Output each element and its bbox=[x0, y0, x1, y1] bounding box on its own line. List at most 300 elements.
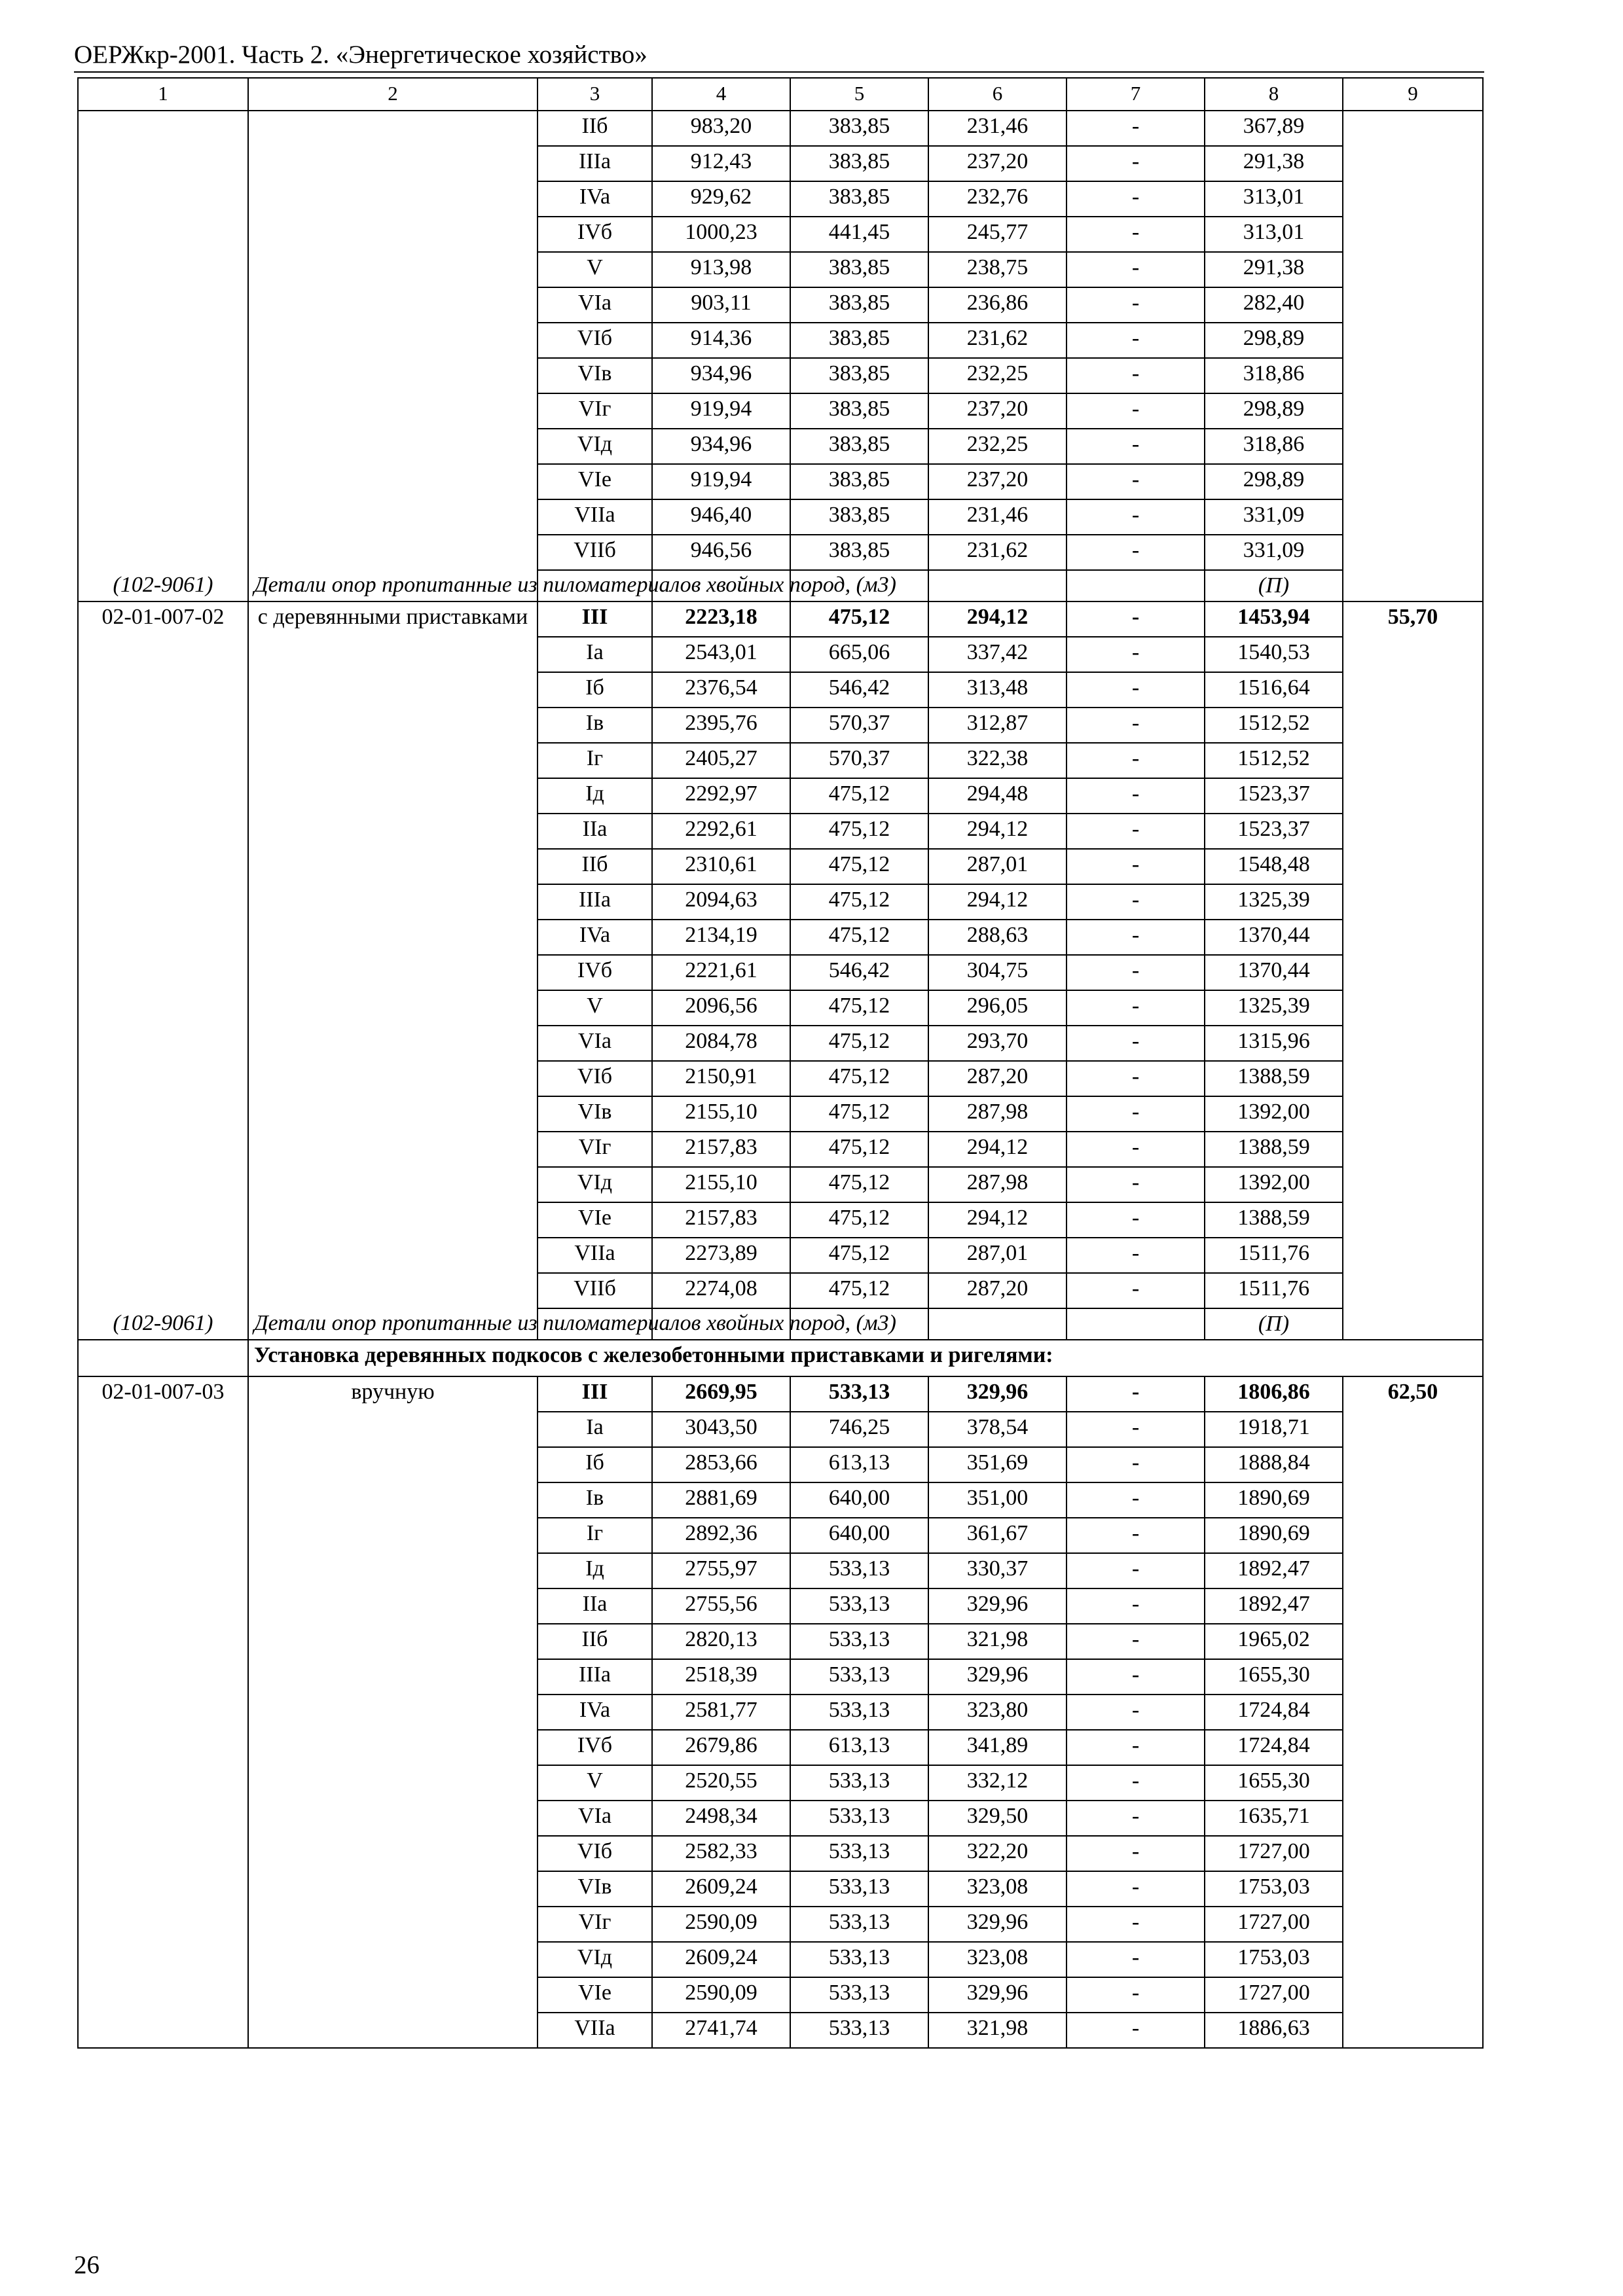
empty-cell bbox=[248, 1977, 538, 2013]
value-cell: 441,45 bbox=[790, 217, 928, 252]
empty-cell bbox=[248, 499, 538, 535]
value-cell: - bbox=[1067, 1801, 1205, 1836]
table-row bbox=[78, 637, 1483, 672]
value-cell: 313,01 bbox=[1205, 217, 1343, 252]
value-cell: 332,12 bbox=[928, 1765, 1067, 1801]
empty-cell bbox=[1343, 1447, 1483, 1482]
value-cell: - bbox=[1067, 814, 1205, 849]
value-cell: 912,43 bbox=[652, 146, 790, 181]
table-row bbox=[78, 672, 1483, 708]
table-row bbox=[78, 323, 1483, 358]
value-cell: - bbox=[1067, 1273, 1205, 1308]
zone-cell: VIe bbox=[538, 1202, 652, 1238]
table-row bbox=[78, 778, 1483, 814]
empty-cell bbox=[1343, 1765, 1483, 1801]
value-cell: 1512,52 bbox=[1205, 743, 1343, 778]
table-row bbox=[78, 287, 1483, 323]
table-row bbox=[78, 1376, 1483, 1412]
empty-cell bbox=[78, 146, 248, 181]
empty-cell bbox=[1343, 1836, 1483, 1871]
value-cell: 321,98 bbox=[928, 2013, 1067, 2048]
value-cell: - bbox=[1067, 111, 1205, 146]
value-cell: 1511,76 bbox=[1205, 1273, 1343, 1308]
empty-cell bbox=[1343, 323, 1483, 358]
empty-cell bbox=[248, 1412, 538, 1447]
empty-cell bbox=[1343, 499, 1483, 535]
value-cell: 2520,55 bbox=[652, 1765, 790, 1801]
empty-cell bbox=[1343, 429, 1483, 464]
value-cell: - bbox=[1067, 1695, 1205, 1730]
empty-cell bbox=[1343, 1942, 1483, 1977]
value-cell: - bbox=[1067, 1624, 1205, 1659]
value-cell: - bbox=[1067, 2013, 1205, 2048]
value-cell: 238,75 bbox=[928, 252, 1067, 287]
value-cell: 294,12 bbox=[928, 884, 1067, 920]
empty-cell bbox=[1343, 1624, 1483, 1659]
zone-cell: IVб bbox=[538, 955, 652, 990]
value-cell: 294,12 bbox=[928, 601, 1067, 637]
header-rule bbox=[74, 71, 1484, 73]
table-row bbox=[78, 814, 1483, 849]
empty-cell bbox=[1343, 955, 1483, 990]
value-cell: - bbox=[1067, 955, 1205, 990]
value-cell: 2155,10 bbox=[652, 1167, 790, 1202]
value-cell: 329,50 bbox=[928, 1801, 1067, 1836]
norm-code bbox=[78, 111, 248, 146]
value-cell: 2221,61 bbox=[652, 955, 790, 990]
norms-table-body bbox=[78, 78, 1483, 2048]
zone-cell: IIб bbox=[538, 1624, 652, 1659]
value-cell: 298,89 bbox=[1205, 464, 1343, 499]
empty-cell bbox=[1343, 252, 1483, 287]
zone-cell: IIIa bbox=[538, 146, 652, 181]
empty-cell bbox=[1067, 1308, 1205, 1340]
empty-cell bbox=[1343, 1518, 1483, 1553]
value-cell: 1453,94 bbox=[1205, 601, 1343, 637]
value-cell: - bbox=[1067, 920, 1205, 955]
empty-cell bbox=[1343, 358, 1483, 393]
value-cell: - bbox=[1067, 1553, 1205, 1588]
value-cell: 533,13 bbox=[790, 1907, 928, 1942]
value-cell: - bbox=[1067, 323, 1205, 358]
value-cell: 232,76 bbox=[928, 181, 1067, 217]
value-cell: 231,62 bbox=[928, 535, 1067, 570]
empty-cell bbox=[248, 1518, 538, 1553]
value-cell: 331,09 bbox=[1205, 499, 1343, 535]
value-cell: 1753,03 bbox=[1205, 1871, 1343, 1907]
empty-cell bbox=[1343, 778, 1483, 814]
section-heading-row bbox=[78, 1340, 1483, 1376]
table-row bbox=[78, 1588, 1483, 1624]
empty-cell bbox=[78, 217, 248, 252]
value-cell: 293,70 bbox=[928, 1026, 1067, 1061]
zone-cell: VIб bbox=[538, 323, 652, 358]
value-cell: 341,89 bbox=[928, 1730, 1067, 1765]
empty-cell bbox=[1343, 1096, 1483, 1132]
zone-cell: VIIб bbox=[538, 535, 652, 570]
empty-cell bbox=[78, 1553, 248, 1588]
empty-cell bbox=[248, 1942, 538, 1977]
empty-cell bbox=[1343, 1482, 1483, 1518]
empty-cell bbox=[78, 672, 248, 708]
value-cell: 1890,69 bbox=[1205, 1482, 1343, 1518]
value-cell: - bbox=[1067, 1132, 1205, 1167]
empty-cell bbox=[1343, 1061, 1483, 1096]
column-number: 5 bbox=[790, 78, 928, 111]
value-cell: 378,54 bbox=[928, 1412, 1067, 1447]
value-cell: 383,85 bbox=[790, 393, 928, 429]
zone-cell: IIIa bbox=[538, 884, 652, 920]
zone-cell: IIIa bbox=[538, 1659, 652, 1695]
empty-cell bbox=[248, 181, 538, 217]
value-cell: 903,11 bbox=[652, 287, 790, 323]
value-cell: - bbox=[1067, 146, 1205, 181]
empty-cell bbox=[248, 743, 538, 778]
material-code: (102-9061) bbox=[78, 570, 248, 601]
value-cell: 367,89 bbox=[1205, 111, 1343, 146]
empty-cell bbox=[248, 146, 538, 181]
value-cell: 946,40 bbox=[652, 499, 790, 535]
value-cell: - bbox=[1067, 535, 1205, 570]
value-cell: - bbox=[1067, 743, 1205, 778]
empty-cell bbox=[78, 1942, 248, 1977]
value-cell: - bbox=[1067, 637, 1205, 672]
value-cell: 383,85 bbox=[790, 181, 928, 217]
empty-cell bbox=[248, 1061, 538, 1096]
column-number: 3 bbox=[538, 78, 652, 111]
table-row bbox=[78, 535, 1483, 570]
column-number: 7 bbox=[1067, 78, 1205, 111]
zone-cell: VIб bbox=[538, 1061, 652, 1096]
zone-cell: VIa bbox=[538, 1801, 652, 1836]
value-cell: - bbox=[1067, 252, 1205, 287]
value-cell: - bbox=[1067, 1061, 1205, 1096]
table-row bbox=[78, 743, 1483, 778]
value-cell: - bbox=[1067, 1730, 1205, 1765]
value-cell: 1727,00 bbox=[1205, 1907, 1343, 1942]
empty-cell bbox=[78, 955, 248, 990]
value-cell: 1325,39 bbox=[1205, 990, 1343, 1026]
empty-cell bbox=[248, 814, 538, 849]
value-cell: 237,20 bbox=[928, 393, 1067, 429]
empty-cell bbox=[78, 920, 248, 955]
table-row bbox=[78, 393, 1483, 429]
empty-cell bbox=[248, 1659, 538, 1695]
value-cell: - bbox=[1067, 1977, 1205, 2013]
empty-cell bbox=[78, 1167, 248, 1202]
value-cell: 383,85 bbox=[790, 499, 928, 535]
table-row bbox=[78, 601, 1483, 637]
empty-cell bbox=[248, 464, 538, 499]
value-cell: 330,37 bbox=[928, 1553, 1067, 1588]
value-cell: 1727,00 bbox=[1205, 1977, 1343, 2013]
table-row bbox=[78, 1765, 1483, 1801]
value-cell: 640,00 bbox=[790, 1518, 928, 1553]
empty-cell bbox=[78, 1588, 248, 1624]
value-cell: 237,20 bbox=[928, 464, 1067, 499]
table-row bbox=[78, 1482, 1483, 1518]
empty-cell bbox=[78, 1096, 248, 1132]
empty-cell bbox=[248, 393, 538, 429]
empty-cell bbox=[1343, 708, 1483, 743]
zone-cell: Iг bbox=[538, 743, 652, 778]
value-cell: - bbox=[1067, 464, 1205, 499]
value-cell: - bbox=[1067, 181, 1205, 217]
value-cell: 2669,95 bbox=[652, 1376, 790, 1412]
empty-cell bbox=[928, 570, 1067, 601]
value-cell: 533,13 bbox=[790, 1871, 928, 1907]
material-note-row bbox=[78, 1308, 1483, 1340]
value-cell: 1370,44 bbox=[1205, 920, 1343, 955]
value-cell: 323,08 bbox=[928, 1871, 1067, 1907]
empty-cell bbox=[248, 1096, 538, 1132]
value-cell: 351,69 bbox=[928, 1447, 1067, 1482]
material-unit: (П) bbox=[1205, 1308, 1343, 1340]
empty-cell bbox=[248, 1132, 538, 1167]
empty-cell bbox=[78, 1907, 248, 1942]
empty-cell bbox=[78, 252, 248, 287]
value-cell: 946,56 bbox=[652, 535, 790, 570]
value-cell: 2292,97 bbox=[652, 778, 790, 814]
table-row bbox=[78, 1518, 1483, 1553]
empty-cell bbox=[248, 323, 538, 358]
zone-cell: IVa bbox=[538, 181, 652, 217]
empty-cell bbox=[78, 2013, 248, 2048]
value-cell: 475,12 bbox=[790, 1202, 928, 1238]
labor-cost: 62,50 bbox=[1343, 1376, 1483, 1412]
table-row bbox=[78, 1836, 1483, 1871]
value-cell: 329,96 bbox=[928, 1376, 1067, 1412]
empty-cell bbox=[1343, 1730, 1483, 1765]
value-cell: - bbox=[1067, 1412, 1205, 1447]
value-cell: 533,13 bbox=[790, 1376, 928, 1412]
empty-cell bbox=[78, 393, 248, 429]
table-row bbox=[78, 181, 1483, 217]
value-cell: 321,98 bbox=[928, 1624, 1067, 1659]
material-code: (102-9061) bbox=[78, 1308, 248, 1340]
empty-cell bbox=[248, 849, 538, 884]
empty-cell bbox=[78, 1273, 248, 1308]
table-row bbox=[78, 1238, 1483, 1273]
norms-table bbox=[77, 77, 1484, 2049]
empty-cell bbox=[78, 1061, 248, 1096]
value-cell: - bbox=[1067, 1588, 1205, 1624]
value-cell: 294,12 bbox=[928, 814, 1067, 849]
value-cell: - bbox=[1067, 499, 1205, 535]
empty-cell bbox=[248, 708, 538, 743]
empty-cell bbox=[1343, 1202, 1483, 1238]
table-row bbox=[78, 1659, 1483, 1695]
value-cell: 313,48 bbox=[928, 672, 1067, 708]
value-cell: 323,08 bbox=[928, 1942, 1067, 1977]
empty-cell bbox=[248, 637, 538, 672]
table-row bbox=[78, 1553, 1483, 1588]
section-heading: Установка деревянных подкосов с железобетонными приставками и ригелями: bbox=[248, 1340, 1483, 1376]
empty-cell bbox=[78, 287, 248, 323]
table-row bbox=[78, 920, 1483, 955]
table-row bbox=[78, 1273, 1483, 1308]
table-row bbox=[78, 884, 1483, 920]
empty-cell bbox=[248, 1482, 538, 1518]
value-cell: - bbox=[1067, 1447, 1205, 1482]
value-cell: 231,62 bbox=[928, 323, 1067, 358]
value-cell: 475,12 bbox=[790, 1238, 928, 1273]
zone-cell: IIб bbox=[538, 849, 652, 884]
empty-cell bbox=[78, 1202, 248, 1238]
value-cell: 3043,50 bbox=[652, 1412, 790, 1447]
empty-cell bbox=[248, 1907, 538, 1942]
value-cell: 1655,30 bbox=[1205, 1659, 1343, 1695]
table-row bbox=[78, 1730, 1483, 1765]
zone-cell: VIд bbox=[538, 429, 652, 464]
value-cell: 475,12 bbox=[790, 1167, 928, 1202]
empty-cell bbox=[78, 637, 248, 672]
value-cell: 570,37 bbox=[790, 743, 928, 778]
table-row bbox=[78, 849, 1483, 884]
value-cell: 2582,33 bbox=[652, 1836, 790, 1871]
value-cell: 570,37 bbox=[790, 708, 928, 743]
value-cell: 2741,74 bbox=[652, 2013, 790, 2048]
value-cell: 2274,08 bbox=[652, 1273, 790, 1308]
value-cell: 1965,02 bbox=[1205, 1624, 1343, 1659]
value-cell: - bbox=[1067, 287, 1205, 323]
value-cell: 298,89 bbox=[1205, 393, 1343, 429]
column-number: 1 bbox=[78, 78, 248, 111]
value-cell: 546,42 bbox=[790, 672, 928, 708]
value-cell: 533,13 bbox=[790, 1695, 928, 1730]
zone-cell: V bbox=[538, 990, 652, 1026]
value-cell: 475,12 bbox=[790, 1026, 928, 1061]
empty-cell bbox=[78, 499, 248, 535]
value-cell: 318,86 bbox=[1205, 358, 1343, 393]
value-cell: 919,94 bbox=[652, 393, 790, 429]
value-cell: 533,13 bbox=[790, 1765, 928, 1801]
value-cell: - bbox=[1067, 990, 1205, 1026]
value-cell: 282,40 bbox=[1205, 287, 1343, 323]
empty-cell bbox=[78, 1977, 248, 2013]
zone-cell: V bbox=[538, 252, 652, 287]
value-cell: 934,96 bbox=[652, 358, 790, 393]
zone-cell: VIe bbox=[538, 464, 652, 499]
empty-cell bbox=[1343, 217, 1483, 252]
value-cell: 934,96 bbox=[652, 429, 790, 464]
value-cell: 1392,00 bbox=[1205, 1096, 1343, 1132]
empty-cell bbox=[78, 1659, 248, 1695]
value-cell: 291,38 bbox=[1205, 252, 1343, 287]
table-row bbox=[78, 708, 1483, 743]
empty-cell bbox=[248, 1238, 538, 1273]
value-cell: 2395,76 bbox=[652, 708, 790, 743]
value-cell: 318,86 bbox=[1205, 429, 1343, 464]
empty-cell bbox=[78, 1518, 248, 1553]
table-row bbox=[78, 146, 1483, 181]
value-cell: - bbox=[1067, 1836, 1205, 1871]
empty-cell bbox=[248, 358, 538, 393]
empty-cell bbox=[78, 814, 248, 849]
value-cell: - bbox=[1067, 1518, 1205, 1553]
table-row bbox=[78, 1907, 1483, 1942]
zone-cell: IVб bbox=[538, 1730, 652, 1765]
zone-cell: IVa bbox=[538, 1695, 652, 1730]
table-row bbox=[78, 1624, 1483, 1659]
table-row bbox=[78, 1977, 1483, 2013]
value-cell: 613,13 bbox=[790, 1730, 928, 1765]
table-row bbox=[78, 1871, 1483, 1907]
empty-cell bbox=[248, 252, 538, 287]
table-row bbox=[78, 358, 1483, 393]
value-cell: 329,96 bbox=[928, 1588, 1067, 1624]
value-cell: 232,25 bbox=[928, 358, 1067, 393]
value-cell: 231,46 bbox=[928, 111, 1067, 146]
value-cell: 294,12 bbox=[928, 1202, 1067, 1238]
table-row bbox=[78, 252, 1483, 287]
value-cell: 287,98 bbox=[928, 1096, 1067, 1132]
empty-cell bbox=[78, 535, 248, 570]
empty-cell bbox=[1343, 637, 1483, 672]
value-cell: 1523,37 bbox=[1205, 778, 1343, 814]
zone-cell: Iб bbox=[538, 1447, 652, 1482]
value-cell: 2292,61 bbox=[652, 814, 790, 849]
empty-cell bbox=[1343, 1801, 1483, 1836]
table-row bbox=[78, 1447, 1483, 1482]
empty-cell bbox=[1343, 849, 1483, 884]
empty-cell bbox=[78, 181, 248, 217]
zone-cell: V bbox=[538, 1765, 652, 1801]
section-code-cell bbox=[78, 1340, 248, 1376]
document-header-title: ОЕРЖкр-2001. Часть 2. «Энергетическое хозяйство» bbox=[74, 41, 647, 69]
value-cell: 2157,83 bbox=[652, 1132, 790, 1167]
value-cell: 746,25 bbox=[790, 1412, 928, 1447]
norm-name bbox=[248, 111, 538, 146]
value-cell: 913,98 bbox=[652, 252, 790, 287]
value-cell: 2376,54 bbox=[652, 672, 790, 708]
empty-cell bbox=[248, 1871, 538, 1907]
empty-cell bbox=[1343, 393, 1483, 429]
empty-cell bbox=[1067, 570, 1205, 601]
table-row bbox=[78, 1132, 1483, 1167]
zone-cell: VIв bbox=[538, 1096, 652, 1132]
value-cell: 1886,63 bbox=[1205, 2013, 1343, 2048]
empty-cell bbox=[248, 1695, 538, 1730]
value-cell: 1388,59 bbox=[1205, 1132, 1343, 1167]
value-cell: 2755,56 bbox=[652, 1588, 790, 1624]
value-cell: 475,12 bbox=[790, 1273, 928, 1308]
norm-name: вручную bbox=[248, 1376, 538, 1412]
value-cell: 1511,76 bbox=[1205, 1238, 1343, 1273]
column-number: 2 bbox=[248, 78, 538, 111]
empty-cell bbox=[78, 464, 248, 499]
zone-cell: III bbox=[538, 1376, 652, 1412]
value-cell: 2498,34 bbox=[652, 1801, 790, 1836]
value-cell: 1753,03 bbox=[1205, 1942, 1343, 1977]
empty-cell bbox=[1343, 672, 1483, 708]
value-cell: 1655,30 bbox=[1205, 1765, 1343, 1801]
empty-cell bbox=[78, 1238, 248, 1273]
empty-cell bbox=[1343, 1588, 1483, 1624]
value-cell: 1370,44 bbox=[1205, 955, 1343, 990]
value-cell: 351,00 bbox=[928, 1482, 1067, 1518]
value-cell: 475,12 bbox=[790, 778, 928, 814]
empty-cell bbox=[1343, 1167, 1483, 1202]
column-number: 4 bbox=[652, 78, 790, 111]
value-cell: 322,20 bbox=[928, 1836, 1067, 1871]
value-cell: 287,20 bbox=[928, 1273, 1067, 1308]
value-cell: 1892,47 bbox=[1205, 1553, 1343, 1588]
empty-cell bbox=[248, 955, 538, 990]
empty-cell bbox=[1343, 743, 1483, 778]
value-cell: 1000,23 bbox=[652, 217, 790, 252]
empty-cell bbox=[1343, 884, 1483, 920]
